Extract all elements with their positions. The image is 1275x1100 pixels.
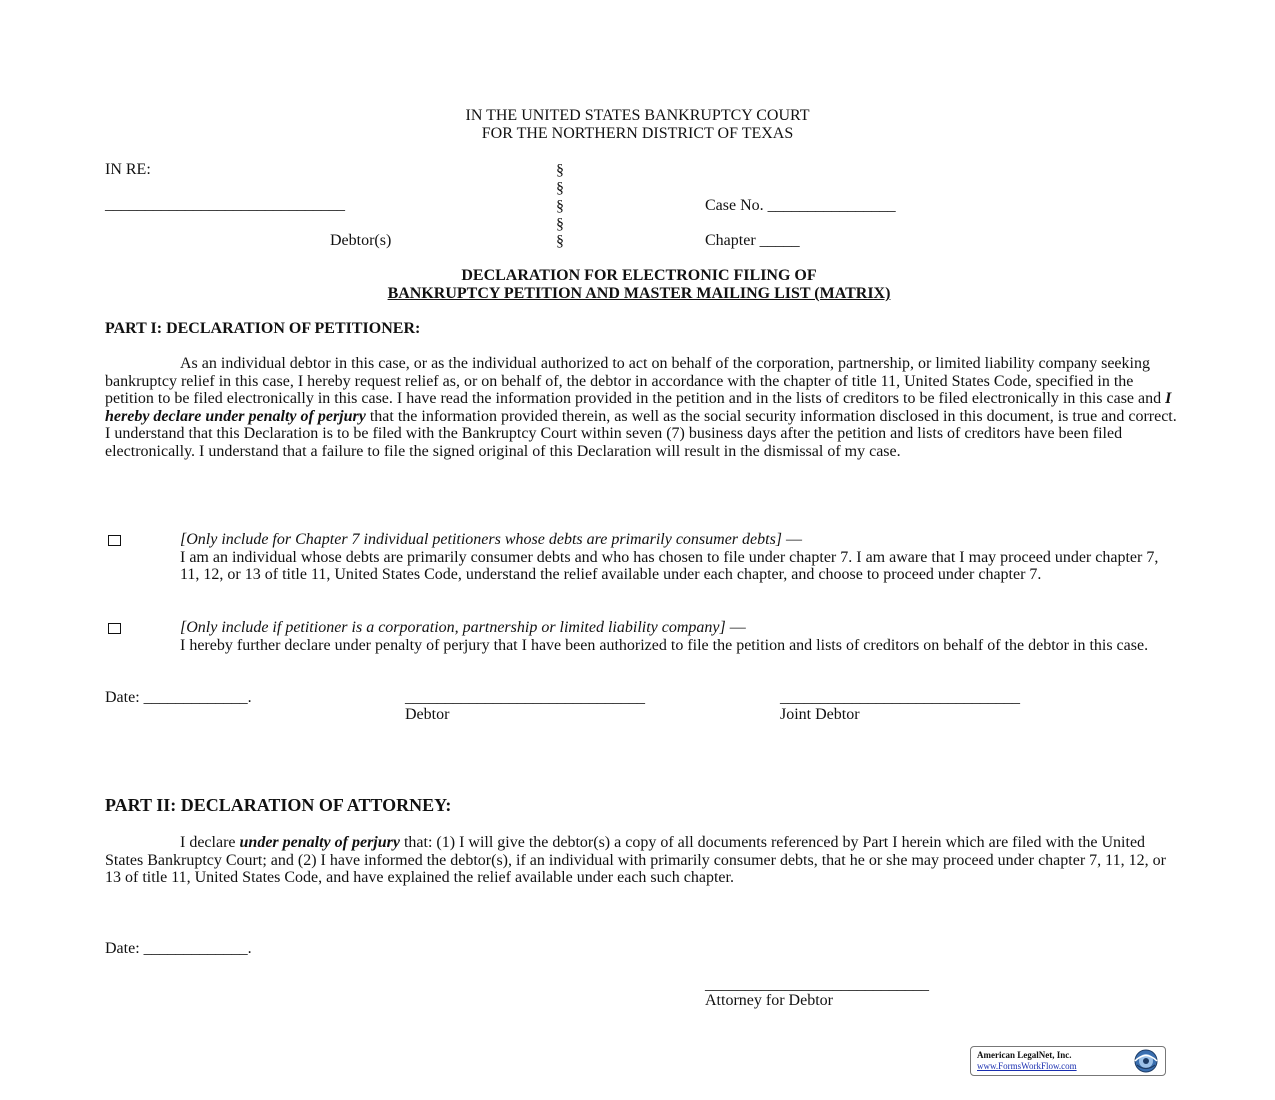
part2-perjury-emphasis: under penalty of perjury xyxy=(239,834,400,851)
debtor-signature-label: Debtor xyxy=(405,706,450,723)
section-sign: § xyxy=(556,216,564,233)
option2-block xyxy=(180,619,1170,654)
option2-dash: — xyxy=(725,619,746,636)
part1-text-b: that the information provided therein, as well as the social security information disclosed in this document, is true and correct. I understand that this Declaration is to be filed with the Bankruptcy Court within seven (7) business days after the petition and lists of creditors have been filed electronically. I understand that a failure to file the signed original of this Declaration will result in the dismissal of my case. xyxy=(105,407,1177,460)
option1-block xyxy=(180,531,1170,584)
debtor-label: Debtor(s) xyxy=(330,232,392,249)
court-district-line2: FOR THE NORTHERN DISTRICT OF TEXAS xyxy=(481,125,794,142)
part1-heading: PART I: DECLARATION OF PETITIONER: xyxy=(105,320,421,337)
debtor-signature-line: ______________________________ xyxy=(405,689,645,706)
declaration-title-line1: DECLARATION FOR ELECTRONIC FILING OF xyxy=(461,267,817,284)
section-sign: § xyxy=(556,233,564,250)
attorney-signature-line: ____________________________ xyxy=(705,976,929,993)
part2-heading: PART II: DECLARATION OF ATTORNEY: xyxy=(105,795,452,815)
section-sign: § xyxy=(556,198,564,215)
part2-date-field: Date: _____________. xyxy=(105,940,252,957)
chapter7-checkbox[interactable] xyxy=(108,535,121,546)
part1-text-a: As an individual debtor in this case, or as the individual authorized to act on behalf of the corporation, partnership, or limited liability company seeking bankruptcy relief in this case, I hereby request relief as, or on behalf of, the debtor in accordance with the chapter of title 11, United States Code, specified in the petition to be filed electronically in this case. I have read the information provided in the petition and in the lists of creditors to be filed electronically in this case and xyxy=(105,355,1166,407)
logo-website-link[interactable]: www.FormsWorkFlow.com xyxy=(977,1061,1077,1071)
declaration-title-line2: BANKRUPTCY PETITION AND MASTER MAILING LIST (MATRIX) xyxy=(387,285,891,302)
option2-statement: I hereby further declare under penalty of perjury that I have been authorized to file the petition and lists of creditors on behalf of the debtor in this case. xyxy=(180,636,1149,654)
logo-company-name: American LegalNet, Inc. xyxy=(977,1050,1072,1060)
part2-text-b: that: (1) I will give the debtor(s) a copy of all documents referenced by Part I herein which are filed with the United States Bankruptcy Court; and (2) I have informed the debtor(s), if an individual with primarily consumer debts, that he or she may proceed under chapter 7, 11, 12, or 13 of title 11, United States Code, and have explained the relief available under each such chapter. xyxy=(105,834,1166,886)
part2-text-a: I declare xyxy=(180,834,240,851)
option1-dash: — xyxy=(782,531,803,548)
american-legalnet-logo[interactable] xyxy=(970,1046,1166,1076)
chapter-field: Chapter _____ xyxy=(705,232,800,249)
option1-statement: I am an individual whose debts are primarily consumer debts and who has chosen to file under chapter 7. I am aware that I may proceed under chapter 7, 11, 12, or 13 of title 11, United States Code, understand the relief available under each chapter, and choose to proceed under chapter 7. xyxy=(180,548,1159,583)
option2-condition: [Only include if petitioner is a corporation, partnership or limited liability company] xyxy=(180,619,726,636)
section-sign: § xyxy=(556,180,564,197)
corporation-checkbox[interactable] xyxy=(108,623,121,634)
in-re-label: IN RE: xyxy=(105,161,151,178)
part2-paragraph xyxy=(105,834,1170,887)
part1-date-field: Date: _____________. xyxy=(105,689,252,706)
attorney-signature-label: Attorney for Debtor xyxy=(705,992,833,1009)
debtor-name-blank: ______________________________ xyxy=(105,196,345,213)
part1-paragraph xyxy=(105,355,1177,460)
case-number-field: Case No. ________________ xyxy=(705,197,896,214)
option1-condition: [Only include for Chapter 7 individual petitioners whose debts are primarily consumer debts] xyxy=(180,531,783,548)
court-name-line1: IN THE UNITED STATES BANKRUPTCY COURT xyxy=(465,107,810,124)
joint-debtor-signature-line: ______________________________ xyxy=(780,689,1020,706)
joint-debtor-signature-label: Joint Debtor xyxy=(780,706,860,723)
globe-icon xyxy=(1129,1048,1163,1074)
section-sign: § xyxy=(556,162,564,179)
part1-perjury-emphasis: I hereby declare under penalty of perjury xyxy=(105,390,1172,425)
